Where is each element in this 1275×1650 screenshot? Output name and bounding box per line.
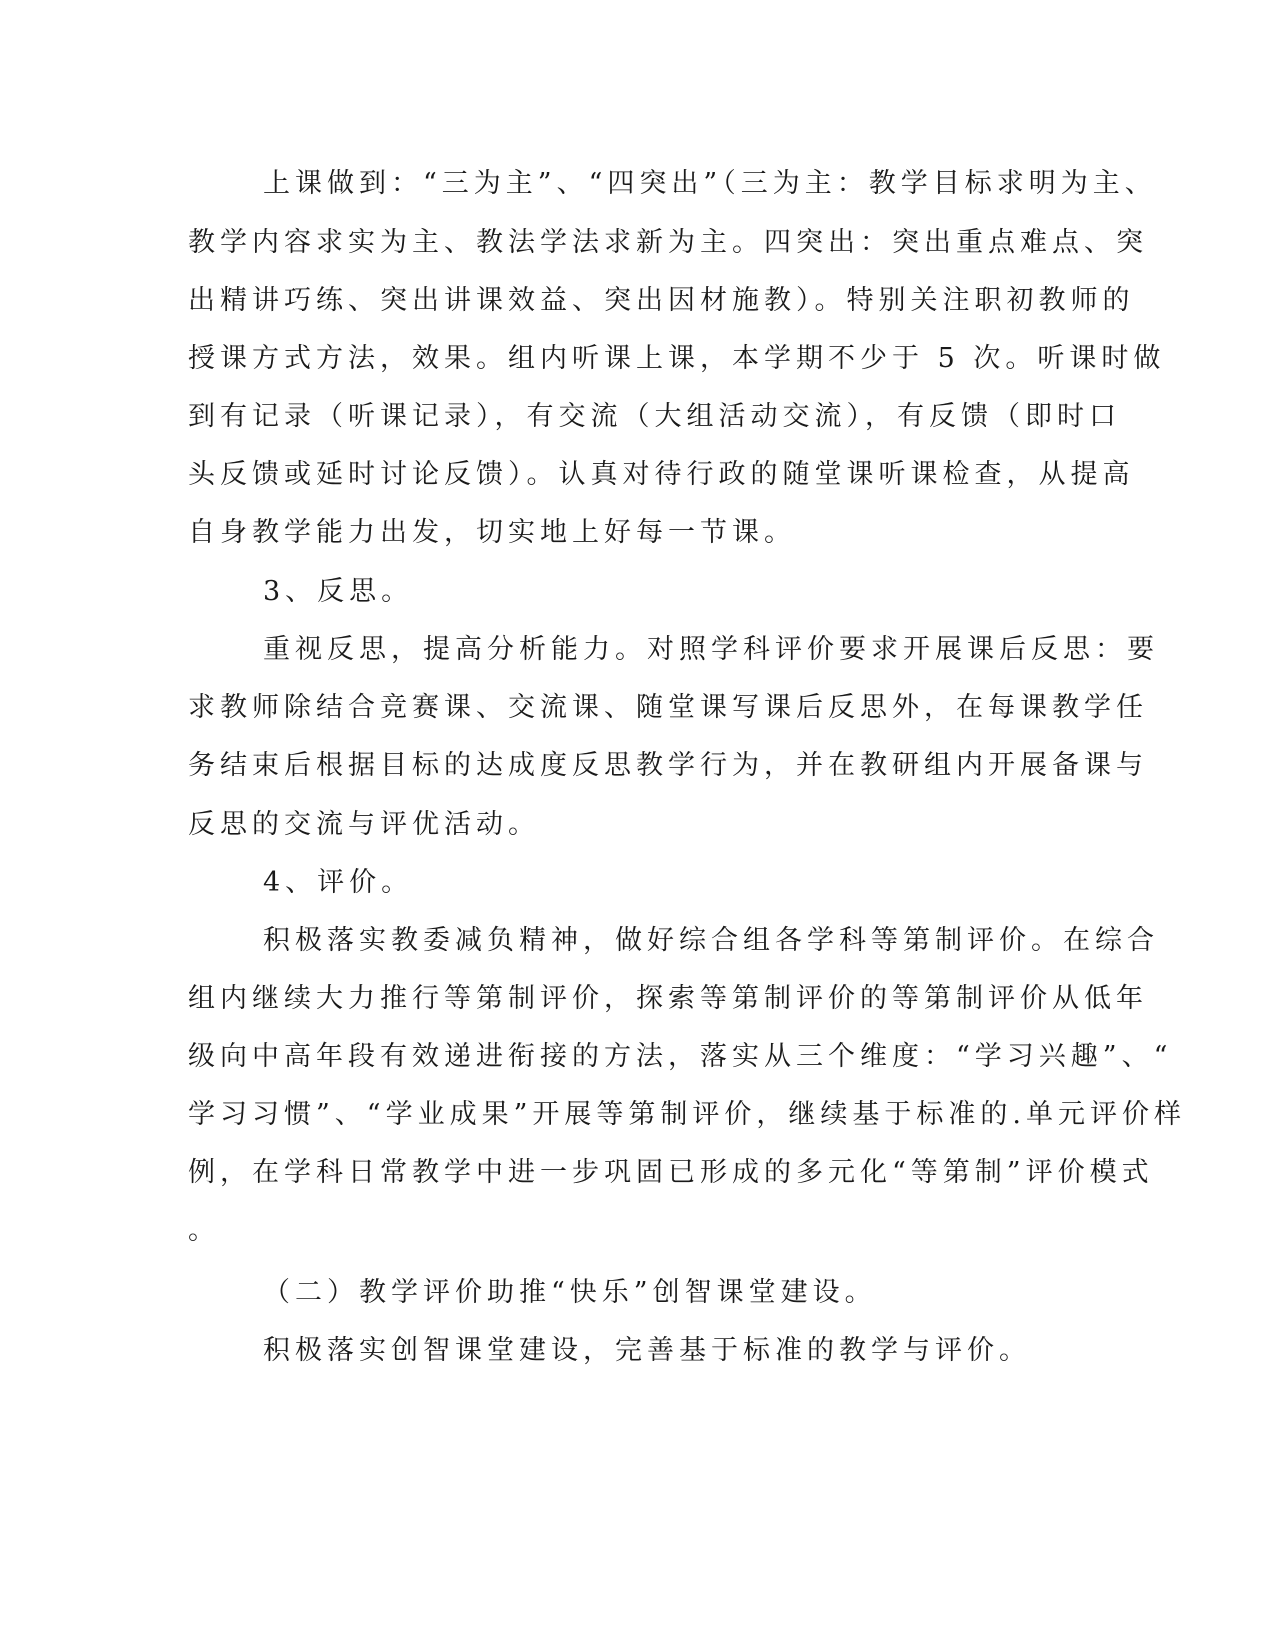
- paragraph-line: 反思的交流与评优活动。: [188, 809, 540, 840]
- paragraph-line: 头反馈或延时讨论反馈）。认真对待行政的随堂课听课检查，从提高: [188, 459, 1135, 490]
- paragraph-line: 重视反思，提高分析能力。对照学科评价要求开展课后反思：要: [263, 634, 1159, 665]
- paragraph-line: 求教师除结合竞赛课、交流课、随堂课写课后反思外，在每课教学任: [188, 692, 1148, 723]
- paragraph-line: 例，在学科日常教学中进一步巩固已形成的多元化“等第制”评价模式: [188, 1157, 1154, 1188]
- paragraph-line: 教学内容求实为主、教法学法求新为主。四突出：突出重点难点、突: [188, 227, 1148, 258]
- paragraph-line: 组内继续大力推行等第制评价，探索等第制评价的等第制评价从低年: [188, 983, 1148, 1014]
- paragraph-line: 积极落实教委减负精神，做好综合组各学科等第制评价。在综合: [263, 925, 1159, 956]
- paragraph-line: 学习习惯”、“学业成果”开展等第制评价，继续基于标准的.单元评价样: [188, 1099, 1186, 1130]
- paragraph-line: 级向中高年段有效递进衔接的方法，落实从三个维度：“学习兴趣”、“: [188, 1041, 1173, 1072]
- paragraph-line: 自身教学能力出发，切实地上好每一节课。: [188, 517, 796, 548]
- paragraph-line: 积极落实创智课堂建设，完善基于标准的教学与评价。: [263, 1335, 1031, 1366]
- paragraph-line: 到有记录（听课记录），有交流（大组活动交流），有反馈（即时口: [188, 401, 1121, 432]
- section-heading: 3、反思。: [263, 576, 414, 607]
- section-heading: （二）教学评价助推“快乐”创智课堂建设。: [263, 1277, 877, 1308]
- paragraph-line: 务结束后根据目标的达成度反思教学行为，并在教研组内开展备课与: [188, 750, 1148, 781]
- paragraph-line: 。: [188, 1215, 220, 1246]
- paragraph-line: 出精讲巧练、突出讲课效益、突出因材施教）。特别关注职初教师的: [188, 285, 1135, 316]
- paragraph-line: 授课方式方法，效果。组内听课上课，本学期不少于 5 次。听课时做: [188, 343, 1166, 374]
- paragraph-line: 上课做到：“三为主”、“四突出”（三为主：教学目标求明为主、: [263, 168, 1157, 199]
- section-heading: 4、评价。: [263, 867, 414, 898]
